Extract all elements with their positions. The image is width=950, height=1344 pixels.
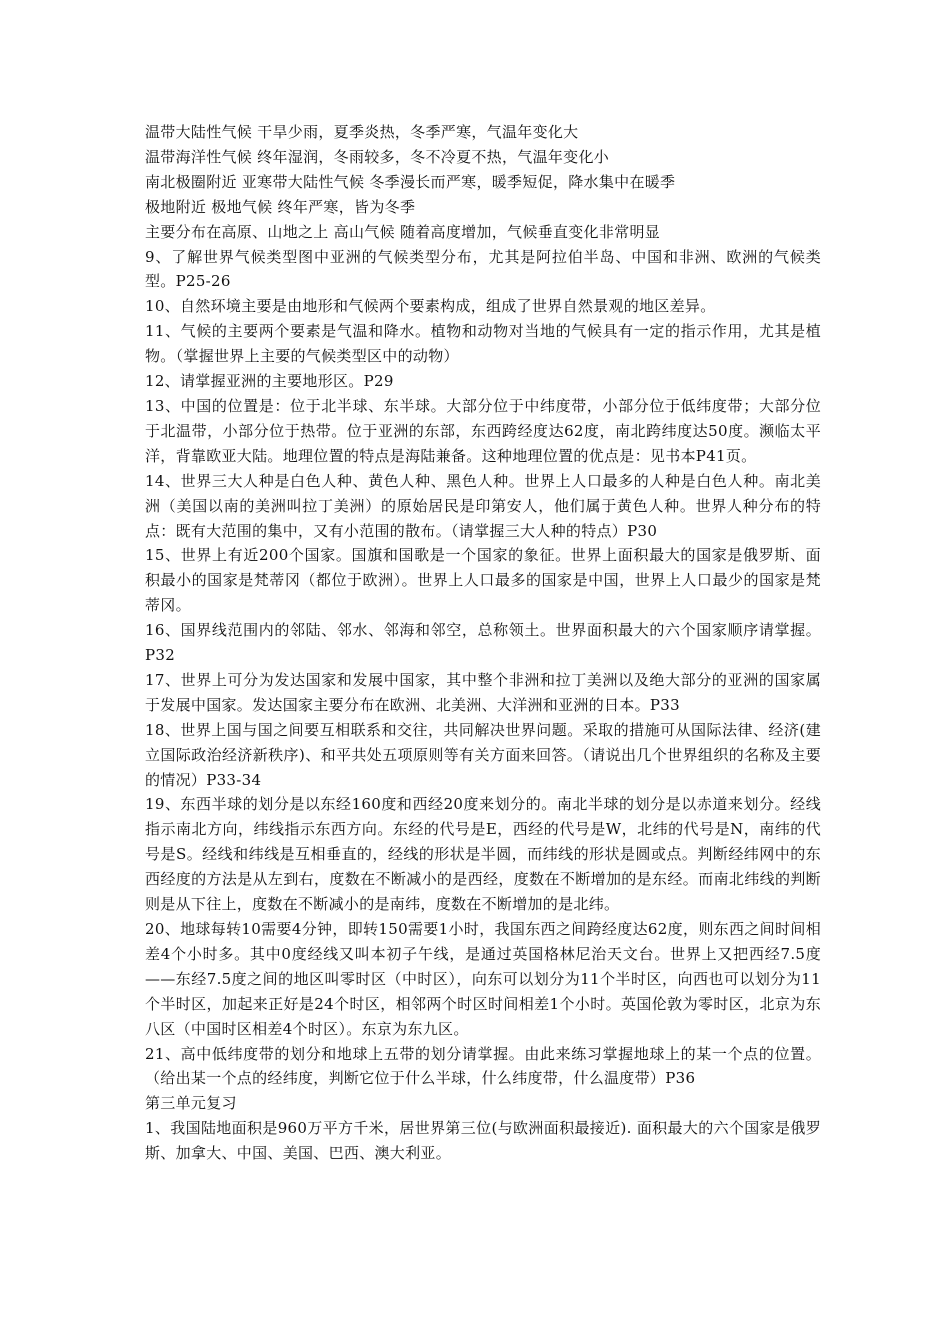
paragraph-item-17: 17、世界上可分为发达国家和发展中国家，其中整个非洲和拉丁美洲以及绝大部分的亚洲的国家属于发展中国家。发达国家主要分布在欧洲、北美洲、大洋洲和亚洲的日本。P33 [145,670,821,714]
paragraph-item-10: 10、自然环境主要是由地形和气候两个要素构成，组成了世界自然景观的地区差异。 [145,297,716,316]
paragraph-item-20: 20、地球每转10需要4分钟，即转150需要1小时，我国东西之间跨经度达62度，则东西之间时间相差4个小时多。其中0度经线又叫本初子午线，是通过英国格林尼治天文台。世界上又把西经7.5度——东经7.5度之间的地区叫零时区（中时区），向东可以划分为11个半时区，向西也可以划分为11个半时区，加起来正好是24个时区，相邻两个时区时间相差1个小时。英国伦敦为零时区，北京为东八区（中国时区相差4个时区）。东京为东九区。 [145,920,821,1038]
paragraph-item-15: 15、世界上有近200个国家。国旗和国歌是一个国家的象征。世界上面积最大的国家是俄罗斯、面积最小的国家是梵蒂冈（都位于欧洲）。世界上人口最多的国家是中国，世界上人口最少的国家是梵蒂冈。 [145,546,821,615]
paragraph-item-9: 9、了解世界气候类型图中亚洲的气候类型分布，尤其是阿拉伯半岛、中国和非洲、欧洲的气候类型。P25-26 [145,247,821,291]
paragraph-climate-polar: 极地附近 极地气候 终年严寒，皆为冬季 [145,197,416,216]
paragraph-item-13: 13、中国的位置是：位于北半球、东半球。大部分位于中纬度带，小部分位于低纬度带；大部分位于北温带，小部分位于热带。位于亚洲的东部，东西跨经度达62度，南北跨纬度达50度。濒临太平洋，背靠欧亚大陆。地理位置的特点是海陆兼备。这种地理位置的优点是：见书本P41页。 [145,396,821,465]
paragraph-item-14: 14、世界三大人种是白色人种、黄色人种、黑色人种。世界上人口最多的人种是白色人种。南北美洲（美国以南的美洲叫拉丁美洲）的原始居民是印第安人，他们属于黄色人种。世界人种分布的特点：既有大范围的集中，又有小范围的散布。（请掌握三大人种的特点）P30 [145,471,821,540]
document-body [145,120,821,1166]
paragraph-climate-maritime: 温带海洋性气候 终年湿润，冬雨较多，冬不冷夏不热，气温年变化小 [145,147,610,166]
paragraph-climate-continental: 温带大陆性气候 干旱少雨，夏季炎热，冬季严寒，气温年变化大 [145,123,579,141]
paragraph-climate-highland: 主要分布在高原、山地之上 高山气候 随着高度增加，气候垂直变化非常明显 [145,222,661,241]
paragraph-item-21: 21、高中低纬度带的划分和地球上五带的划分请掌握。由此来练习掌握地球上的某一个点的位置。（给出某一个点的经纬度，判断它位于什么半球，什么纬度带，什么温度带）P36 [145,1044,821,1088]
paragraph-unit3-item-1: 1、我国陆地面积是960万平方千米，居世界第三位(与欧洲面积最接近). 面积最大的六个国家是俄罗斯、加拿大、中国、美国、巴西、澳大利亚。 [145,1119,821,1163]
section-heading-unit-3: 第三单元复习 [145,1094,237,1113]
paragraph-item-18: 18、世界上国与国之间要互相联系和交往，共同解决世界问题。采取的措施可从国际法律、经济(建立国际政治经济新秩序)、和平共处五项原则等有关方面来回答。（请说出几个世界组织的名称及主要的情况）P33-34 [145,720,821,789]
paragraph-climate-subarctic: 南北极圈附近 亚寒带大陆性气候 冬季漫长而严寒，暖季短促，降水集中在暖季 [145,172,676,191]
paragraph-item-16: 16、国界线范围内的邻陆、邻水、邻海和邻空，总称领土。世界面积最大的六个国家顺序请掌握。P32 [145,621,821,665]
paragraph-item-11: 11、气候的主要两个要素是气温和降水。植物和动物对当地的气候具有一定的指示作用，尤其是植物。（掌握世界上主要的气候类型区中的动物） [145,322,821,366]
paragraph-item-19: 19、东西半球的划分是以东经160度和西经20度来划分的。南北半球的划分是以赤道来划分。经线指示南北方向，纬线指示东西方向。东经的代号是E，西经的代号是W，北纬的代号是N，南纬的代号是S。经线和纬线是互相垂直的，经线的形状是半圆，而纬线的形状是圆或点。判断经纬网中的东西经度的方法是从左到右，度数在不断减小的是西经，度数在不断增加的是东经。而南北纬线的判断则是从下往上，度数在不断减小的是南纬，度数在不断增加的是北纬。 [145,795,821,914]
paragraph-item-12: 12、请掌握亚洲的主要地形区。P29 [145,372,394,391]
